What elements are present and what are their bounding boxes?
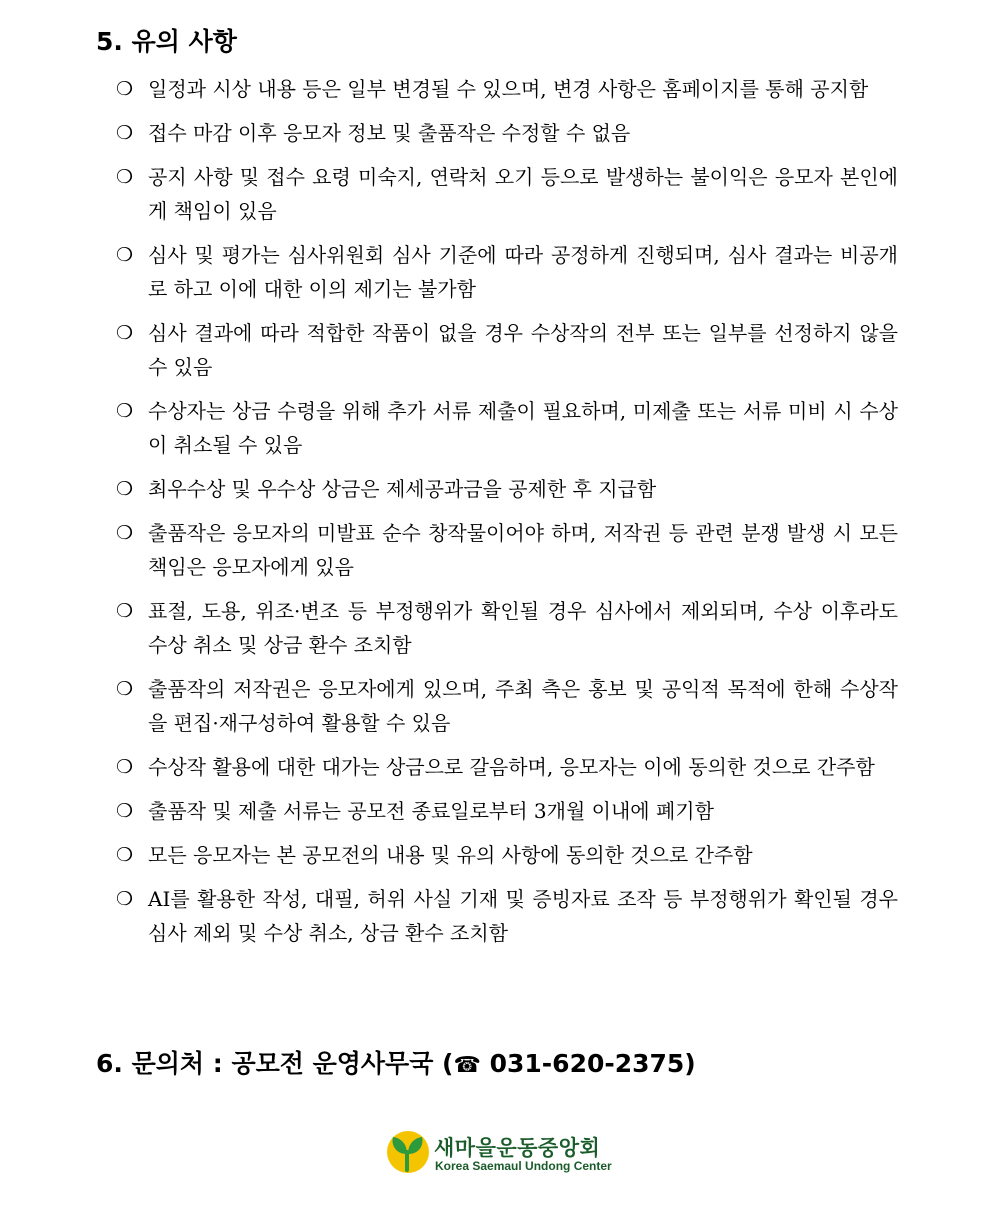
circle-bullet-icon: ❍ (116, 844, 134, 866)
notice-text: 출품작의 저작권은 응모자에게 있으며, 주최 측은 홍보 및 공익적 목적에 한해 수상작을 편집·재구성하여 활용할 수 있음 (148, 677, 898, 735)
notice-text: AI를 활용한 작성, 대필, 허위 사실 기재 및 증빙자료 조작 등 부정행위가 확인될 경우 심사 제외 및 수상 취소, 상금 환수 조치함 (148, 887, 898, 945)
notice-text: 최우수상 및 우수상 상금은 제세공과금을 공제한 후 지급함 (148, 477, 657, 501)
list-item (116, 116, 898, 150)
phone-icon: ☎ (453, 1053, 481, 1078)
list-item (116, 238, 898, 306)
list-item (116, 516, 898, 584)
notice-text: 출품작 및 제출 서류는 공모전 종료일로부터 3개월 이내에 폐기함 (148, 799, 714, 823)
circle-bullet-icon: ❍ (116, 522, 134, 544)
list-item (116, 882, 898, 950)
list-item (116, 72, 898, 106)
notice-text: 심사 결과에 따라 적합한 작품이 없을 경우 수상작의 전부 또는 일부를 선정하지 않을 수 있음 (148, 321, 898, 379)
saemaul-emblem-icon (386, 1130, 430, 1174)
circle-bullet-icon: ❍ (116, 322, 134, 344)
circle-bullet-icon: ❍ (116, 756, 134, 778)
notice-list (116, 72, 898, 960)
list-item (116, 160, 898, 228)
circle-bullet-icon: ❍ (116, 244, 134, 266)
section-5-heading: 5. 유의 사항 (96, 27, 237, 56)
logo-english-name: Korea Saemaul Undong Center (435, 1159, 612, 1173)
notice-text: 수상작 활용에 대한 대가는 상금으로 갈음하며, 응모자는 이에 동의한 것으로 간주함 (148, 755, 875, 779)
circle-bullet-icon: ❍ (116, 678, 134, 700)
circle-bullet-icon: ❍ (116, 800, 134, 822)
section-6-heading (96, 1048, 696, 1082)
list-item (116, 794, 898, 828)
list-item (116, 316, 898, 384)
list-item (116, 594, 898, 662)
list-item (116, 838, 898, 872)
notice-text: 출품작은 응모자의 미발표 순수 창작물이어야 하며, 저작권 등 관련 분쟁 발생 시 모든 책임은 응모자에게 있음 (148, 521, 898, 579)
organization-logo (386, 1128, 616, 1184)
list-item (116, 394, 898, 462)
list-item (116, 672, 898, 740)
notice-text: 접수 마감 이후 응모자 정보 및 출품작은 수정할 수 없음 (148, 121, 631, 145)
notice-text: 모든 응모자는 본 공모전의 내용 및 유의 사항에 동의한 것으로 간주함 (148, 843, 753, 867)
circle-bullet-icon: ❍ (116, 600, 134, 622)
notice-text: 수상자는 상금 수령을 위해 추가 서류 제출이 필요하며, 미제출 또는 서류 미비 시 수상이 취소될 수 있음 (148, 399, 898, 457)
notice-text: 심사 및 평가는 심사위원회 심사 기준에 따라 공정하게 진행되며, 심사 결과는 비공개로 하고 이에 대한 이의 제기는 불가함 (148, 243, 898, 301)
circle-bullet-icon: ❍ (116, 122, 134, 144)
notice-text: 표절, 도용, 위조·변조 등 부정행위가 확인될 경우 심사에서 제외되며, 수상 이후라도 수상 취소 및 상금 환수 조치함 (148, 599, 898, 657)
circle-bullet-icon: ❍ (116, 166, 134, 188)
contact-phone: 031-620-2375) (480, 1049, 696, 1078)
list-item (116, 472, 898, 506)
list-item (116, 750, 898, 784)
notice-text: 일정과 시상 내용 등은 일부 변경될 수 있으며, 변경 사항은 홈페이지를 통해 공지함 (148, 77, 869, 101)
circle-bullet-icon: ❍ (116, 478, 134, 500)
notice-text: 공지 사항 및 접수 요령 미숙지, 연락처 오기 등으로 발생하는 불이익은 응모자 본인에게 책임이 있음 (148, 165, 898, 223)
circle-bullet-icon: ❍ (116, 400, 134, 422)
circle-bullet-icon: ❍ (116, 888, 134, 910)
contact-label: 6. 문의처 : 공모전 운영사무국 ( (96, 1049, 454, 1078)
logo-korean-name: 새마을운동중앙회 (434, 1136, 601, 1160)
circle-bullet-icon: ❍ (116, 78, 134, 100)
